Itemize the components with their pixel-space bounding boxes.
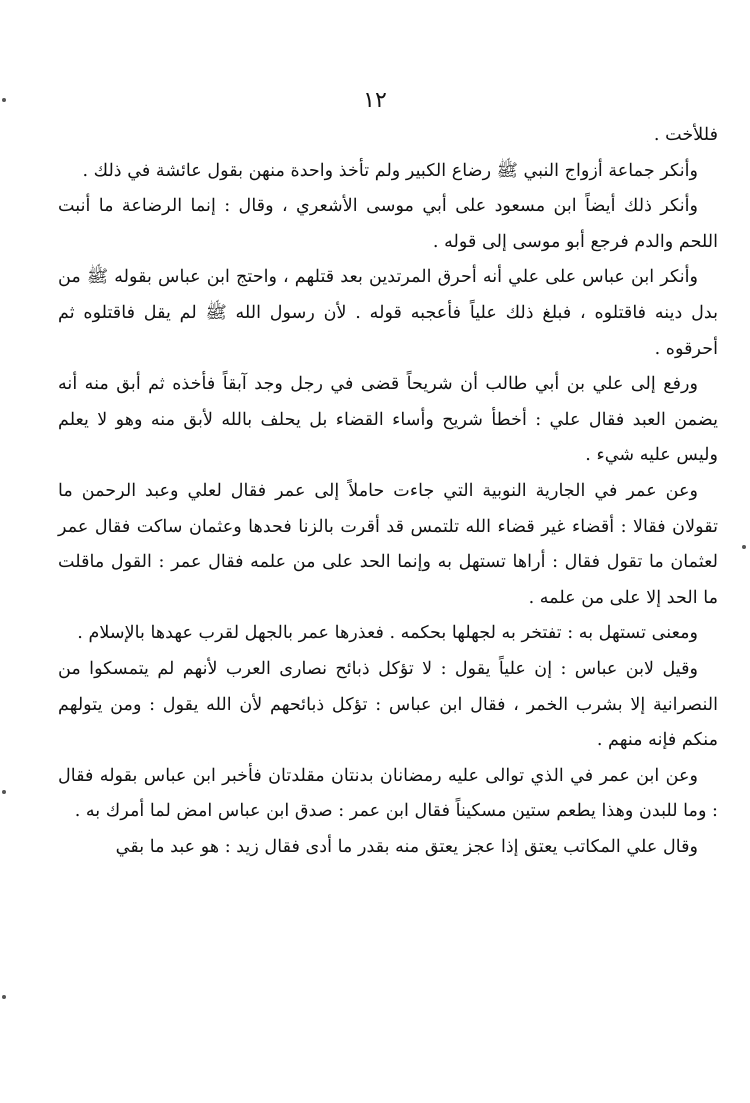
paragraph: وقال علي المكاتب يعتق إذا عجز يعتق منه بقدر ما أدى فقال زيد : هو عبد ما بقي: [115, 836, 698, 857]
paragraph: ورفع إلى علي بن أبي طالب أن شريحاً قضى في رجل وجد آبقاً فأخذه ثم أبق منه أنه يضمن العبد فقال علي : أخطأ شريح وأساء القضاء بل يحلف بالله لأبق منه وهو لا يعلم وليس عليه شيء .: [58, 374, 718, 466]
text-body: [58, 118, 718, 865]
paragraph: وأنكر ذلك أيضاً ابن مسعود على أبي موسى الأشعري ، وقال : إنما الرضاعة ما أنبت اللحم والدم فرجع أبو موسى إلى قوله .: [58, 196, 718, 252]
paragraph: وعن ابن عمر في الذي توالى عليه رمضانان بدنتان مقلدتان فأخبر ابن عباس بقوله فقال : وما للبدن وهذا يطعم ستين مسكيناً فقال ابن عمر : صدق ابن عباس امض لما أمرك به .: [58, 765, 718, 822]
scan-edge-mark: [2, 790, 6, 794]
scan-edge-mark: [742, 545, 746, 549]
paragraph: فللأخت .: [653, 125, 718, 145]
scan-edge-mark: [2, 98, 6, 102]
paragraph: وأنكر جماعة أزواج النبي ﷺ رضاع الكبير ولم تأخذ واحدة منهن بقول عائشة في ذلك .: [82, 160, 698, 181]
paragraph: وأنكر ابن عباس على علي أنه أحرق المرتدين بعد قتلهم ، واحتج ابن عباس بقوله ﷺ من بدل دينه فاقتلوه ، فبلغ ذلك علياً فأعجبه قوله . لأن رسول الله ﷺ لم يقل فاقتلوه ثم أحرقوه .: [58, 267, 718, 359]
paragraph: وعن عمر في الجارية النوبية التي جاءت حاملاً إلى عمر فقال لعلي وعبد الرحمن ما تقولان فقالا : أقضاء غير قضاء الله تلتمس قد أقرت بالزنا فحدها وعثمان ساكت فقال عمر لعثمان ما تقول فقال : أراها تستهل به وإنما الحد على من علمه فقال عمر : القول ماقلت ما الحد إلا على من علمه .: [58, 480, 718, 608]
scan-edge-mark: [2, 995, 6, 999]
paragraph: وقيل لابن عباس : إن علياً يقول : لا تؤكل ذبائح نصارى العرب لأنهم لم يتمسكوا من النصرانية إلا بشرب الخمر ، فقال ابن عباس : تؤكل ذبائحهم لأن الله يقول : ومن يتولهم منكم فإنه منهم .: [58, 658, 718, 751]
page-number: ١٢: [363, 88, 387, 113]
paragraph: ومعنى تستهل به : تفتخر به لجهلها بحكمه . فعذرها عمر بالجهل لقرب عهدها بالإسلام .: [77, 623, 698, 644]
